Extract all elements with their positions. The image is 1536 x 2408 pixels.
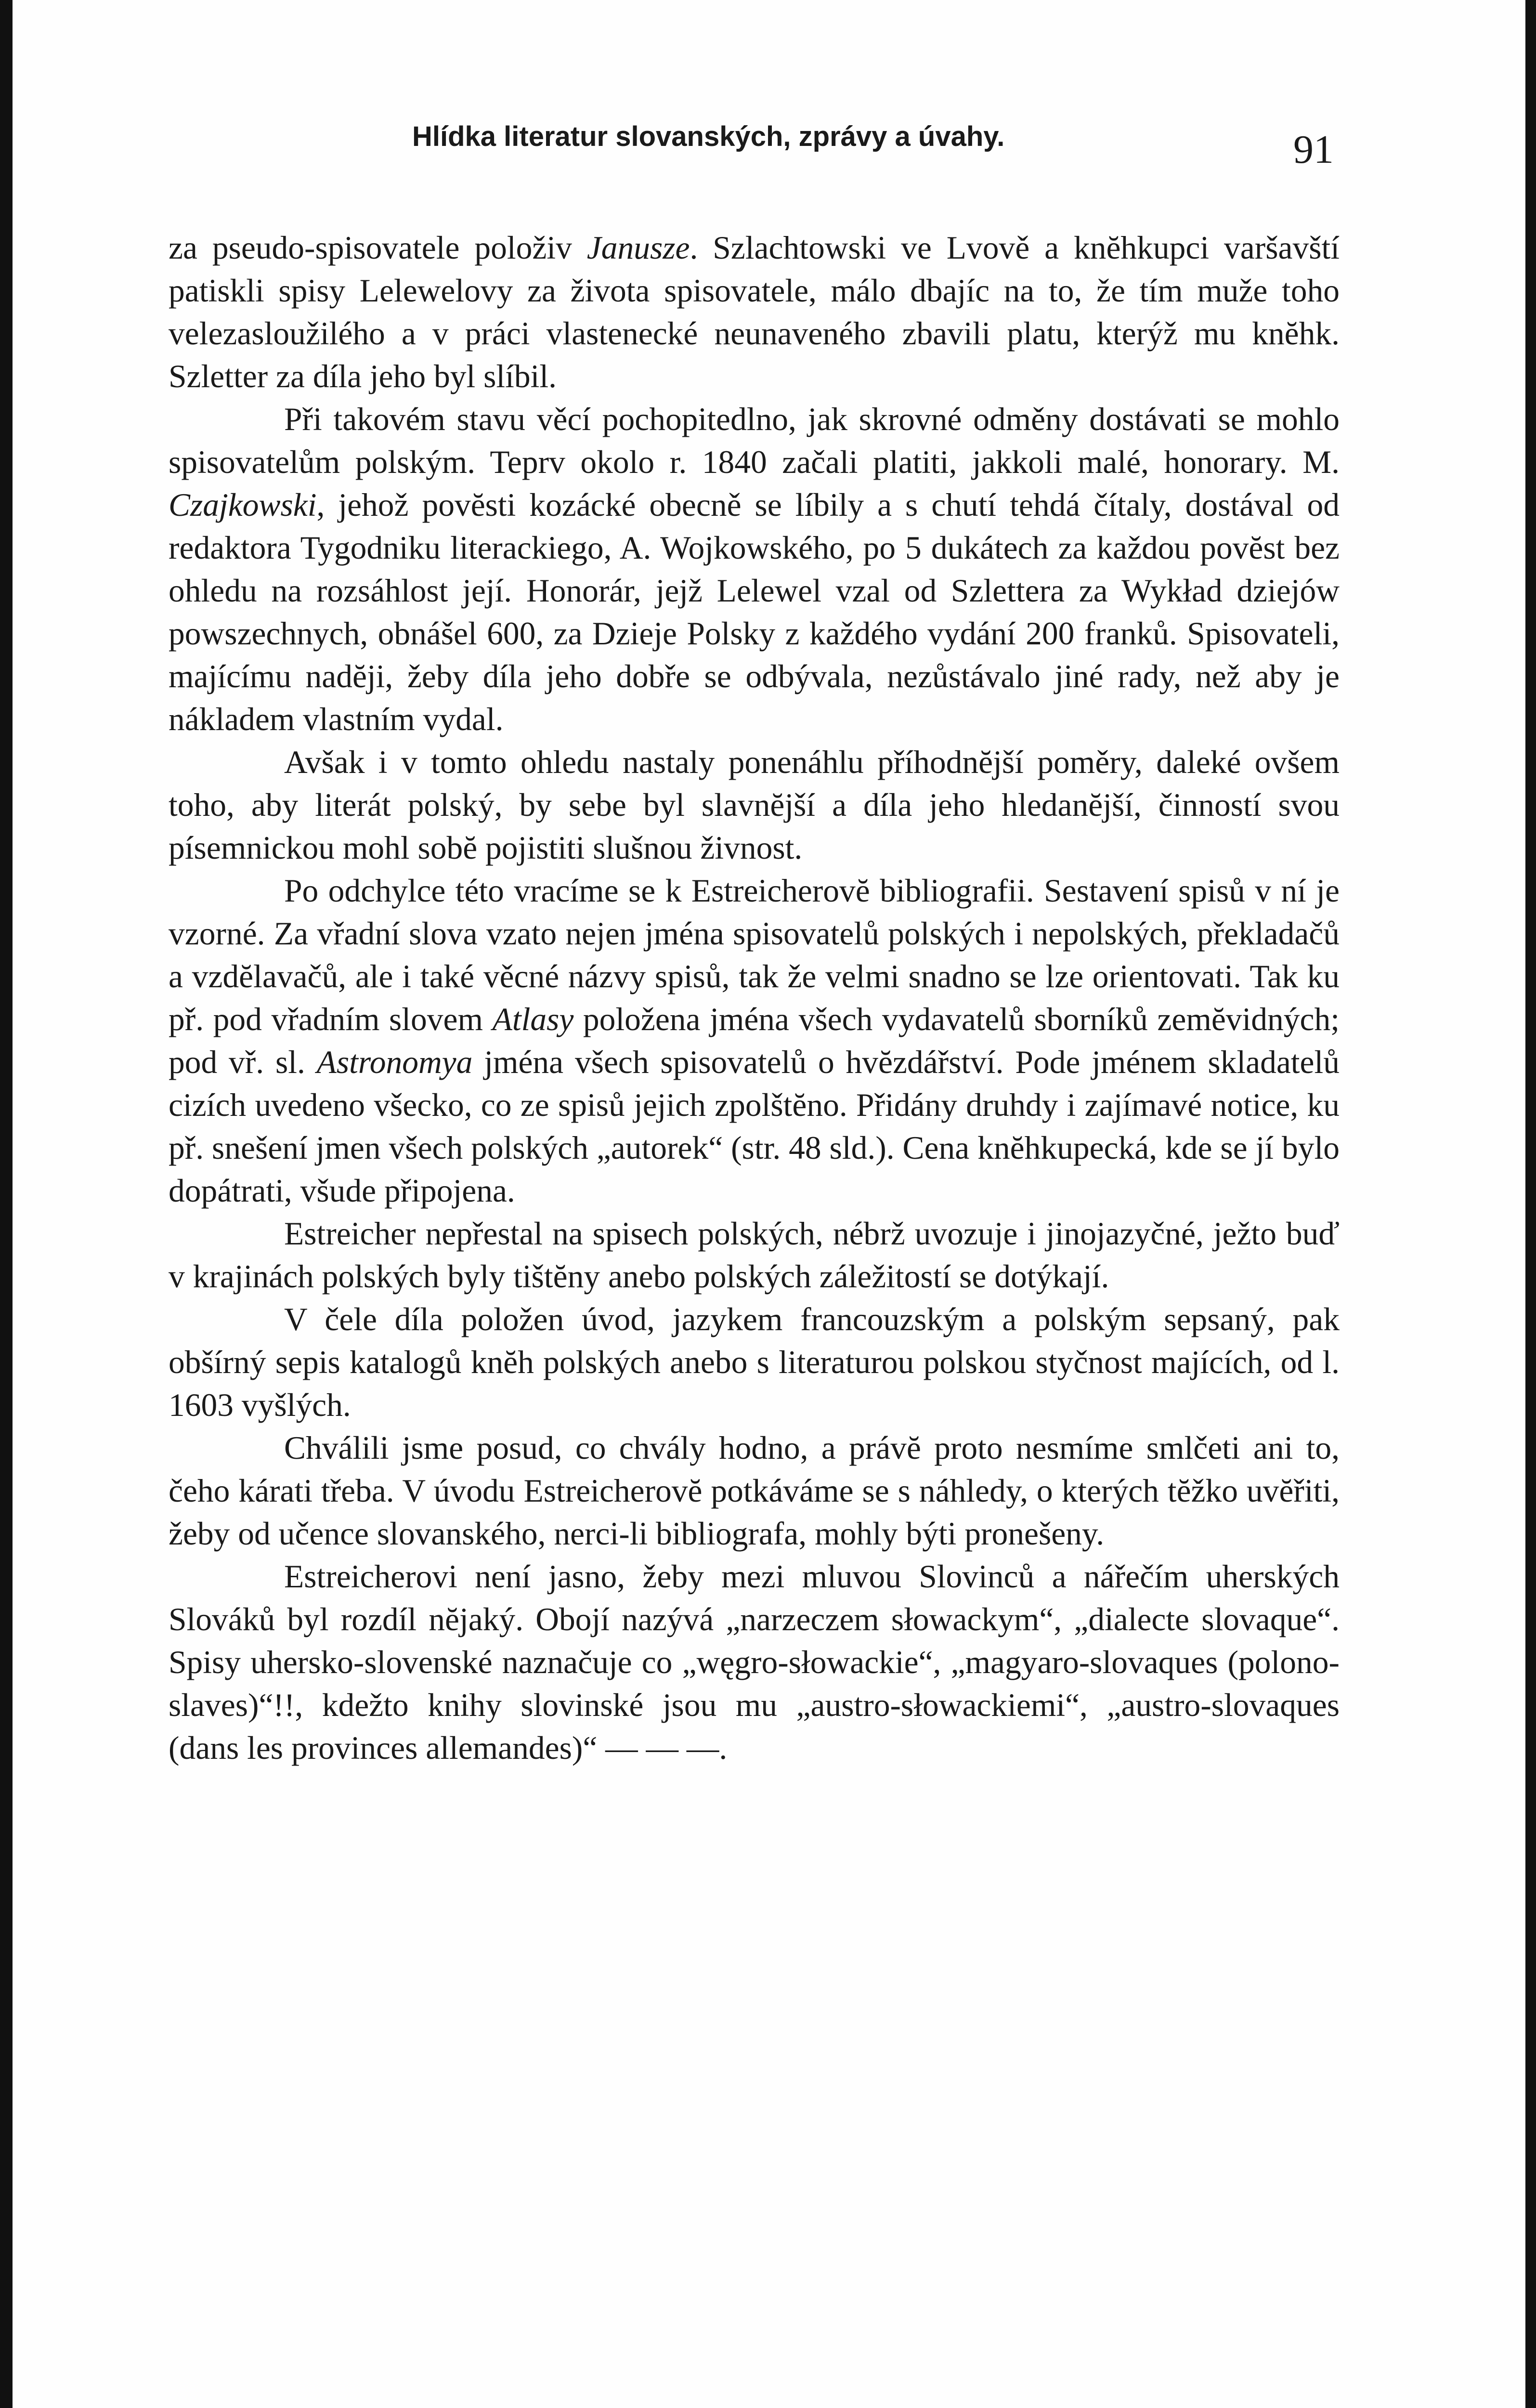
scan-edge-left — [0, 0, 13, 2408]
scan-edge-right — [1525, 0, 1536, 2408]
paragraph-3: Avšak i v tomto ohledu nastaly ponenáhlu příhodnĕjší poměry, daleké ovšem toho, aby literát polský, by sebe byl slavnĕjší a díla jeho hledanĕjší, činností svou písemnickou mohl sobĕ pojistiti slušnou živnost. — [169, 744, 1340, 866]
emphasis-janusze: Janusze — [586, 230, 690, 266]
body-text — [169, 226, 1340, 1769]
paragraph-2: Při takovém stavu věcí pochopitedlno, jak skrovné odměny dostávati se mohlo spisovatelům polským. Teprv okolo r. 1840 začali platiti, jakkoli malé, honorary. M. Czajkowski, jehož povĕsti kozácké obecně se líbily a s chutí tehdá čítaly, dostával od redaktora Tygodniku literackiego, A. Wojkowského, po 5 dukátech za každou povĕst bez ohledu na rozsáhlost její. Honorár, jejž Lelewel vzal od Szlettera za Wykład dziejów powszechnych, obnášel 600, za Dzieje Polsky z každého vydání 200 franků. Spisovateli, majícímu nadĕji, žeby díla jeho dobře se odbývala, nezůstávalo jiné rady, než aby je nákladem vlastním vydal. — [169, 401, 1340, 737]
paragraph-6: V čele díla položen úvod, jazykem francouzským a polským sepsaný, pak obšírný sepis katalogů knĕh polských anebo s literaturou polskou styčnost majících, od l. 1603 vyšlých. — [169, 1301, 1340, 1423]
paragraph-1: za pseudo-spisovatele položiv Janusze. Szlachtowski ve Lvově a knĕhkupci varšavští patiskli spisy Lelewelovy za života spisovatele, málo dbajíc na to, že tím muže toho velezasloužilého a v práci vlastenecké neunaveného zbavili platu, kterýž mu knĕhk. Szletter za díla jeho byl slíbil. — [169, 230, 1340, 394]
running-header: Hlídka literatur slovanských, zprávy a úvahy. — [412, 121, 1005, 152]
paragraph-7: Chválili jsme posud, co chvály hodno, a právĕ proto nesmíme smlčeti ani to, čeho kárati třeba. V úvodu Estreicherovĕ potkáváme se s náhledy, o kterých tĕžko uvĕřiti, žeby od učence slovanského, nerci-li bibliografa, mohly býti pronešeny. — [169, 1430, 1340, 1552]
page-number: 91 — [1293, 127, 1334, 172]
emphasis-czajkowski: Czajkowski — [169, 487, 317, 523]
paragraph-4: Po odchylce této vracíme se k Estreicherovĕ bibliografii. Sestavení spisů v ní je vzorné. Za vřadní slova vzato nejen jména spisovatelů polských i nepolských, překladačů a vzdĕlavačů, ale i také věcné názvy spisů, tak že velmi snadno se lze orientovati. Tak ku př. pod vřadním slovem Atlasy položena jména všech vydavatelů sborníků zemĕvidných; pod vř. sl. Astronomya jména všech spisovatelů o hvĕzdářství. Pode jménem skladatelů cizích uvedeno všecko, co ze spisů jejich zpolštĕno. Přidány druhdy i zajímavé notice, ku př. snešení jmen všech polských „autorek“ (str. 48 sld.). Cena knĕhkupecká, kde se jí bylo dopátrati, všude připojena. — [169, 873, 1340, 1209]
paragraph-8: Estreicherovi není jasno, žeby mezi mluvou Slovinců a nářečím uherských Slováků byl rozdíl nĕjaký. Obojí nazývá „narzeczem słowackym“, „dialecte slovaque“. Spisy uhersko-slovenské naznačuje co „węgro-słowackie“, „magyaro-slovaques (polono-slaves)“!!, kdežto knihy slovinské jsou mu „austro-słowackiemi“, „austro-slovaques (dans les provinces allemandes)“ — — —. — [169, 1558, 1340, 1766]
emphasis-astronomya: Astronomya — [316, 1044, 473, 1080]
paragraph-5: Estreicher nepřestal na spisech polských, nébrž uvozuje i jinojazyčné, ježto buď v krajinách polských byly tištĕny anebo polských záležitostí se dotýkají. — [169, 1216, 1340, 1295]
book-page — [13, 0, 1525, 2408]
emphasis-atlasy: Atlasy — [492, 1001, 574, 1037]
